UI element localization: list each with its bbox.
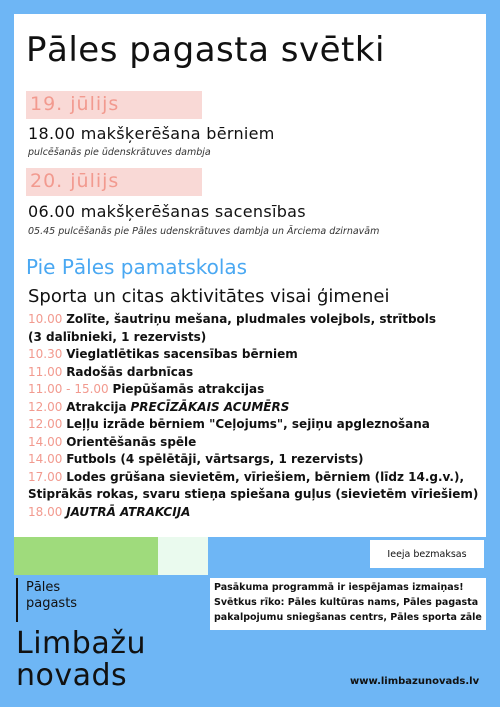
brand-novads: novads	[16, 658, 128, 693]
schedule-time: 14.00	[28, 452, 63, 466]
schedule-item	[28, 381, 478, 399]
schedule-item	[28, 469, 478, 487]
schedule-item	[28, 399, 478, 417]
schedule-time: 18.00	[28, 504, 63, 519]
schedule-time: 14.00	[28, 434, 63, 449]
event-day1-note: pulcēšanās pie ūdenskrātuves dambja	[28, 147, 211, 158]
schedule-text: Stiprākās rokas, svaru stieņa spiešana guļus (sievietēm vīriešiem)	[28, 487, 479, 501]
date-day2: 20. jūlijs	[30, 170, 120, 192]
schedule-time: 12.00	[28, 417, 63, 431]
schedule-item	[28, 451, 478, 469]
schedule-time: 10.30	[28, 347, 63, 361]
schedule-text: Zolīte, šautriņu mešana, pludmales volejbols, strītbols	[66, 312, 437, 326]
mint-bar	[158, 537, 208, 575]
section-title: Pie Pāles pamatskolas	[26, 255, 248, 279]
schedule-item	[28, 364, 478, 382]
schedule-time: 17.00	[28, 469, 63, 484]
schedule-text: Vieglatlētikas sacensības bērniem	[66, 347, 298, 361]
green-bar	[14, 537, 158, 575]
schedule-list	[28, 311, 478, 521]
brand-limbazu: Limbažu	[16, 626, 146, 661]
schedule-time: 11.00	[28, 364, 63, 379]
schedule-text: Atrakcija	[66, 399, 127, 414]
info-line: pakalpojumu sniegšanas centrs, Pāles sporta zāle	[214, 612, 482, 623]
schedule-text: Futbols (4 spēlētāji, vārtsargs, 1 rezervists)	[66, 452, 364, 466]
schedule-text: Leļļu izrāde bērniem "Ceļojums", sejiņu apgleznošana	[66, 417, 430, 431]
schedule-highlight: PRECĪZĀKAIS ACUMĒRS	[130, 399, 290, 414]
info-line: Pasākuma programmā ir iespējamas izmaiņas!	[214, 582, 464, 593]
schedule-item	[28, 504, 478, 522]
event-day1: 18.00 makšķerēšana bērniem	[28, 124, 275, 143]
schedule-text: Lodes grūšana sievietēm, vīriešiem, bērniem (līdz 14.g.v.),	[66, 469, 464, 484]
schedule-time: 11.00 - 15.00	[28, 382, 109, 396]
brand-divider	[16, 578, 18, 622]
info-box	[210, 578, 486, 630]
schedule-text: Orientēšanās spēle	[66, 434, 197, 449]
poster-title: Pāles pagasta svētki	[26, 30, 385, 70]
schedule-item	[28, 311, 478, 329]
info-line: Svētkus rīko: Pāles kultūras nams, Pāles pagasta	[214, 597, 479, 608]
section-subtitle: Sporta un citas aktivitātes visai ģimenei	[28, 286, 390, 307]
brand-pales: Pāles	[26, 580, 61, 595]
schedule-item	[28, 434, 478, 452]
date-day1: 19. jūlijs	[30, 93, 120, 115]
brand-pagasts: pagasts	[26, 596, 78, 611]
website-link[interactable]: www.limbazunovads.lv	[350, 676, 480, 687]
schedule-item	[28, 416, 478, 434]
event-day2: 06.00 makšķerēšanas sacensības	[28, 202, 306, 221]
schedule-highlight: JAUTRĀ ATRAKCIJA	[66, 504, 191, 519]
schedule-time: 12.00	[28, 399, 63, 414]
schedule-time: 10.00	[28, 312, 63, 326]
schedule-item	[28, 486, 478, 504]
schedule-text: Radošās darbnīcas	[66, 364, 194, 379]
event-day2-note: 05.45 pulcēšanās pie Pāles udenskrātuves dambja un Ārciema dzirnavām	[28, 226, 380, 237]
entry-badge: Ieeja bezmaksas	[370, 540, 484, 568]
schedule-text: Piepūšamās atrakcijas	[112, 382, 265, 396]
schedule-item	[28, 346, 478, 364]
schedule-item	[28, 329, 478, 347]
schedule-text: (3 dalībnieki, 1 rezervists)	[28, 329, 207, 344]
